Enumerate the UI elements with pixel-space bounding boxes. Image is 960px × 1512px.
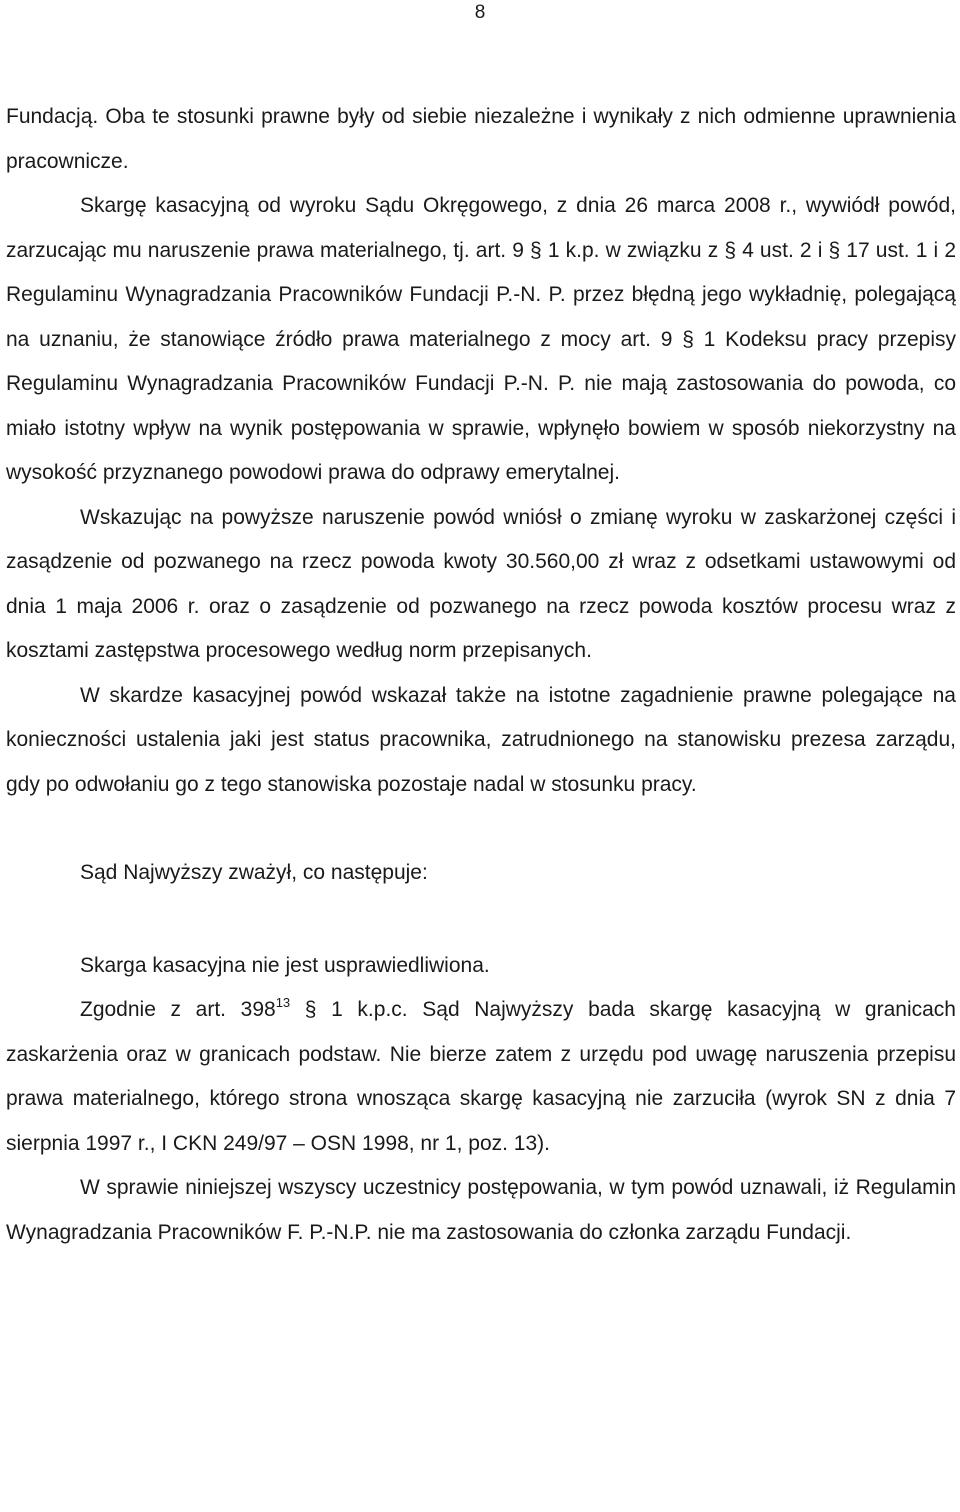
section-heading: Sąd Najwyższy zważył, co następuje: <box>80 861 428 884</box>
paragraph: Skargę kasacyjną od wyroku Sądu Okręgowego, z dnia 26 marca 2008 r., wywiódł powód, zarzucając mu naruszenie prawa materialnego, tj. art. 9 § 1 k.p. w związku z § 4 ust. 2 i § 17 ust. 1 i 2 Regulaminu Wynagradzania Pracowników Fundacji P.-N. P. przez błędną jego wykładnię, polegającą na uznaniu, że stanowiące źródło prawa materialnego z mocy art. 9 § 1 Kodeksu pracy przepisy Regulaminu Wynagradzania Pracowników Fundacji P.-N. P. nie mają zastosowania do powoda, co miało istotny wpływ na wynik postępowania w sprawie, wpłynęło bowiem w sposób niekorzystny na wysokość przyznanego powodowi prawa do odprawy emerytalnej. <box>6 194 956 484</box>
paragraph: Wskazując na powyższe naruszenie powód wniósł o zmianę wyroku w zaskarżonej części i zasądzenie od pozwanego na rzecz powoda kwoty 30.560,00 zł wraz z odsetkami ustawowymi od dnia 1 maja 2006 r. oraz o zasądzenie od pozwanego na rzecz powoda kosztów procesu wraz z kosztami zastępstwa procesowego według norm przepisanych. <box>6 505 956 662</box>
spacer <box>6 896 956 944</box>
paragraph-text: Zgodnie z art. 398 <box>80 998 276 1021</box>
paragraph <box>6 988 956 1166</box>
paragraph: W skardze kasacyjnej powód wskazał także na istotne zagadnienie prawne polegające na konieczności ustalenia jaki jest status pracownika, zatrudnionego na stanowisku prezesa zarządu, gdy po odwołaniu go z tego stanowiska pozostaje nadal w stosunku pracy. <box>6 683 956 796</box>
paragraph: W sprawie niniejszej wszyscy uczestnicy postępowania, w tym powód uznawali, iż Regulamin Wynagradzania Pracowników F. P.-N.P. nie ma zastosowania do członka zarządu Fundacji. <box>6 1176 956 1244</box>
paragraph: Skarga kasacyjna nie jest usprawiedliwiona. <box>80 953 490 977</box>
spacer <box>6 807 956 851</box>
paragraph: Fundacją. Oba te stosunki prawne były od siebie niezależne i wynikały z nich odmienne uprawnienia pracownicze. <box>6 105 956 173</box>
page-number: 8 <box>474 2 486 23</box>
paragraph-text: § 1 k.p.c. Sąd Najwyższy bada skargę kasacyjną w granicach zaskarżenia oraz w granicach podstaw. Nie bierze zatem z urzędu pod uwagę naruszenia przepisu prawa materialnego, którego strona wnosząca skargę kasacyjną nie zarzuciła (wyrok SN z dnia 7 sierpnia 1997 r., I CKN 249/97 – OSN 1998, nr 1, poz. 13). <box>6 998 956 1155</box>
document-body <box>6 95 956 1255</box>
superscript: 13 <box>275 995 291 1010</box>
